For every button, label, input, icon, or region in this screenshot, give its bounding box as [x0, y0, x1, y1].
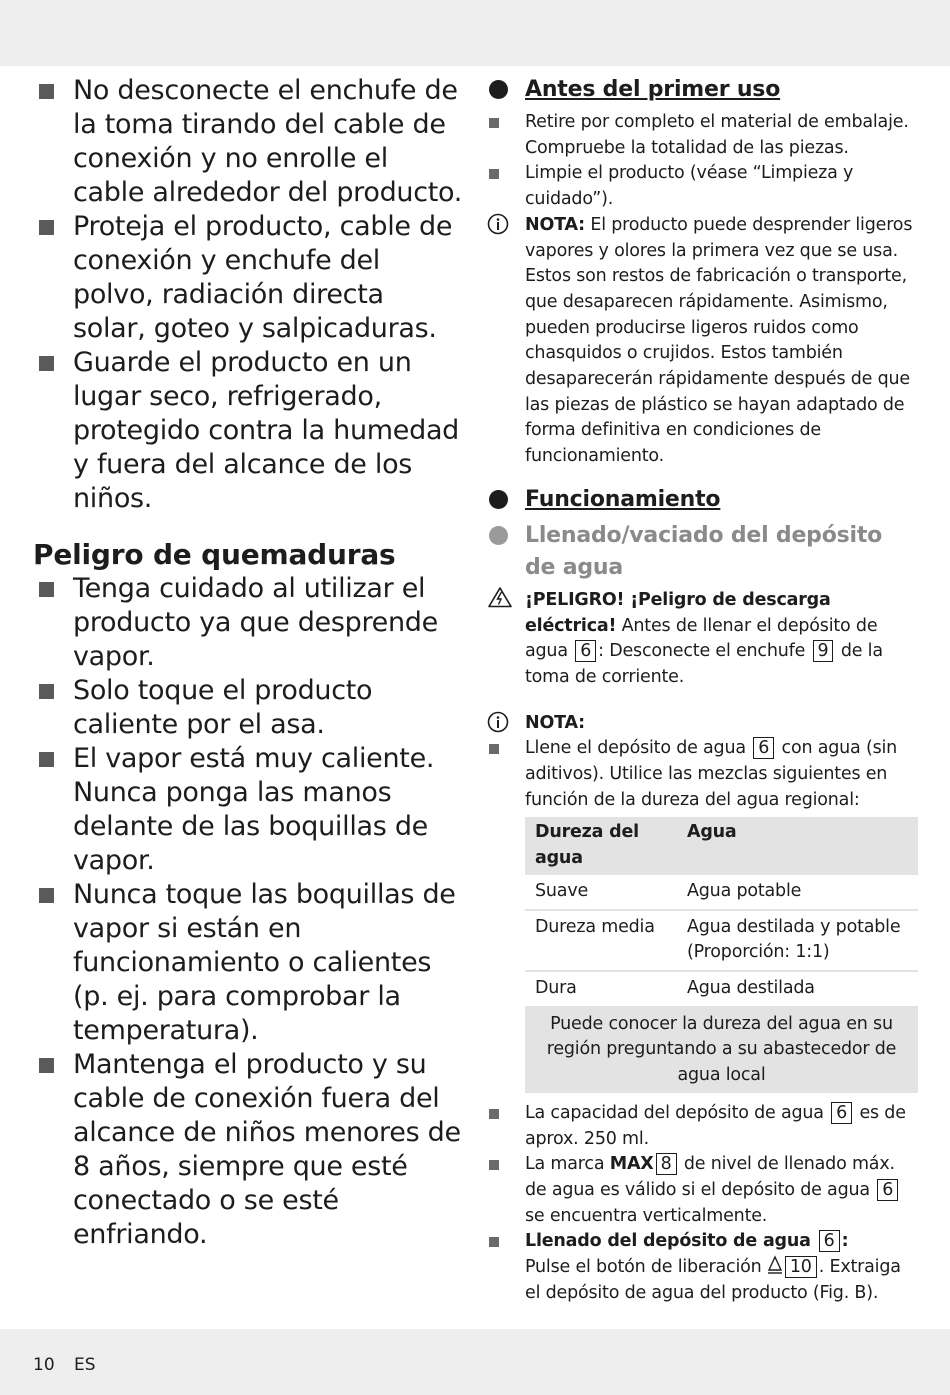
- part-reference: 6: [753, 737, 774, 759]
- square-bullet-icon: [489, 169, 499, 179]
- part-reference: 9: [813, 640, 834, 662]
- note-block: NOTA:: [487, 711, 917, 737]
- list-item: Llene el depósito de agua 6 con agua (sin aditivos). Utilice las mezclas siguientes en función de la dureza del agua regional:: [487, 736, 917, 813]
- safety-list: [33, 74, 463, 516]
- part-reference: 6: [819, 1230, 840, 1252]
- page-footer: [33, 1355, 110, 1375]
- note-block: NOTA: El producto puede desprender ligeros vapores y olores la primera vez que se usa. Estos son restos de fabricación o transporte, que desaparecen rápidamente. Asimismo, pueden producirse ligeros ruidos como chasquidos o crujidos. Estos también desaparecerán rápidamente después de que las piezas de plástico se hayan adaptado de forma definitiva en condiciones de funcionamiento.: [487, 213, 917, 470]
- release-button-icon: [767, 1255, 783, 1275]
- operation-heading: Funcionamiento: [487, 484, 917, 516]
- part-reference: 6: [575, 640, 596, 662]
- list-item: Retire por completo el material de embalaje. Compruebe la totalidad de las piezas.: [487, 110, 917, 161]
- list-item: No desconecte el enchufe de la toma tirando del cable de conexión y no enrolle el cable alrededor del producto.: [33, 74, 463, 210]
- square-bullet-icon: [489, 1160, 499, 1170]
- right-column: [487, 74, 917, 1306]
- list-item: Solo toque el producto caliente por el asa.: [33, 674, 463, 742]
- part-reference: 8: [656, 1153, 677, 1175]
- water-hardness-table: [525, 817, 918, 1092]
- first-use-heading: Antes del primer uso: [487, 74, 917, 106]
- square-bullet-icon: [39, 356, 54, 371]
- square-bullet-icon: [39, 1058, 54, 1073]
- square-bullet-icon: [39, 752, 54, 767]
- list-item: Mantenga el producto y su cable de conexión fuera del alcance de niños menores de 8 años, siempre que esté conectado o se esté enfriando.: [33, 1048, 463, 1252]
- bottom-band: [0, 1329, 950, 1395]
- square-bullet-icon: [39, 582, 54, 597]
- table-row: [525, 971, 918, 1007]
- square-bullet-icon: [39, 220, 54, 235]
- part-reference: 10: [785, 1256, 817, 1278]
- part-reference: 6: [831, 1102, 852, 1124]
- square-bullet-icon: [39, 84, 54, 99]
- square-bullet-icon: [489, 1109, 499, 1119]
- table-header: Agua: [677, 817, 918, 874]
- list-item: Guarde el producto en un lugar seco, refrigerado, protegido contra la humedad y fuera del alcance de los niños.: [33, 346, 463, 516]
- list-item: Proteja el producto, cable de conexión y enchufe del polvo, radiación directa solar, goteo y salpicaduras.: [33, 210, 463, 346]
- part-reference: 6: [877, 1179, 898, 1201]
- list-item: Llenado del depósito de agua 6 : Pulse el botón de liberación 10 . Extraiga el depósito de agua del producto (Fig. B).: [487, 1229, 917, 1306]
- table-cell: Dureza media: [525, 910, 677, 971]
- table-cell: Agua destilada y potable (Proporción: 1:1): [677, 910, 918, 971]
- bullet-dot-icon: [489, 490, 508, 509]
- table-row: [525, 875, 918, 910]
- fill-empty-subheading: Llenado/vaciado del depósito de agua: [487, 520, 917, 584]
- table-footnote: Puede conocer la dureza del agua en su región preguntando a su abastecedor de agua local: [525, 1007, 918, 1093]
- table-cell: Agua destilada: [677, 971, 918, 1007]
- square-bullet-icon: [489, 744, 499, 754]
- info-icon: [487, 711, 509, 733]
- square-bullet-icon: [489, 1237, 499, 1247]
- table-header: Dureza del agua: [525, 817, 677, 874]
- square-bullet-icon: [39, 888, 54, 903]
- list-item: Tenga cuidado al utilizar el producto ya que desprende vapor.: [33, 572, 463, 674]
- bullet-dot-icon: [489, 526, 508, 545]
- burn-danger-heading: Peligro de quemaduras: [33, 538, 396, 571]
- info-icon: [487, 213, 509, 235]
- square-bullet-icon: [489, 118, 499, 128]
- list-item: Limpie el producto (véase “Limpieza y cuidado”).: [487, 161, 917, 212]
- square-bullet-icon: [39, 684, 54, 699]
- left-column: [33, 74, 463, 1252]
- list-item: La capacidad del depósito de agua 6 es de aprox. 250 ml.: [487, 1101, 917, 1152]
- bullet-dot-icon: [489, 80, 508, 99]
- list-item: El vapor está muy caliente. Nunca ponga las manos delante de las boquillas de vapor.: [33, 742, 463, 878]
- top-band: [0, 0, 950, 66]
- table-header-row: [525, 817, 918, 874]
- table-cell: Suave: [525, 875, 677, 910]
- page-number: 10: [33, 1355, 55, 1375]
- warning-triangle-icon: [487, 586, 513, 608]
- table-footnote-row: [525, 1007, 918, 1093]
- list-item: La marca MAX 8 de nivel de llenado máx. de agua es válido si el depósito de agua 6 se encuentra verticalmente.: [487, 1152, 917, 1229]
- table-row: [525, 910, 918, 971]
- language-code: ES: [74, 1355, 96, 1375]
- warning-block: ¡PELIGRO! ¡Peligro de descarga eléctrica! Antes de llenar el depósito de agua 6 : Desconecte el enchufe 9 de la toma de corriente.: [487, 588, 917, 691]
- list-item: Nunca toque las boquillas de vapor si están en funcionamiento o calientes (p. ej. para comprobar la temperatura).: [33, 878, 463, 1048]
- burn-list: [33, 572, 463, 1252]
- table-cell: Agua potable: [677, 875, 918, 910]
- table-cell: Dura: [525, 971, 677, 1007]
